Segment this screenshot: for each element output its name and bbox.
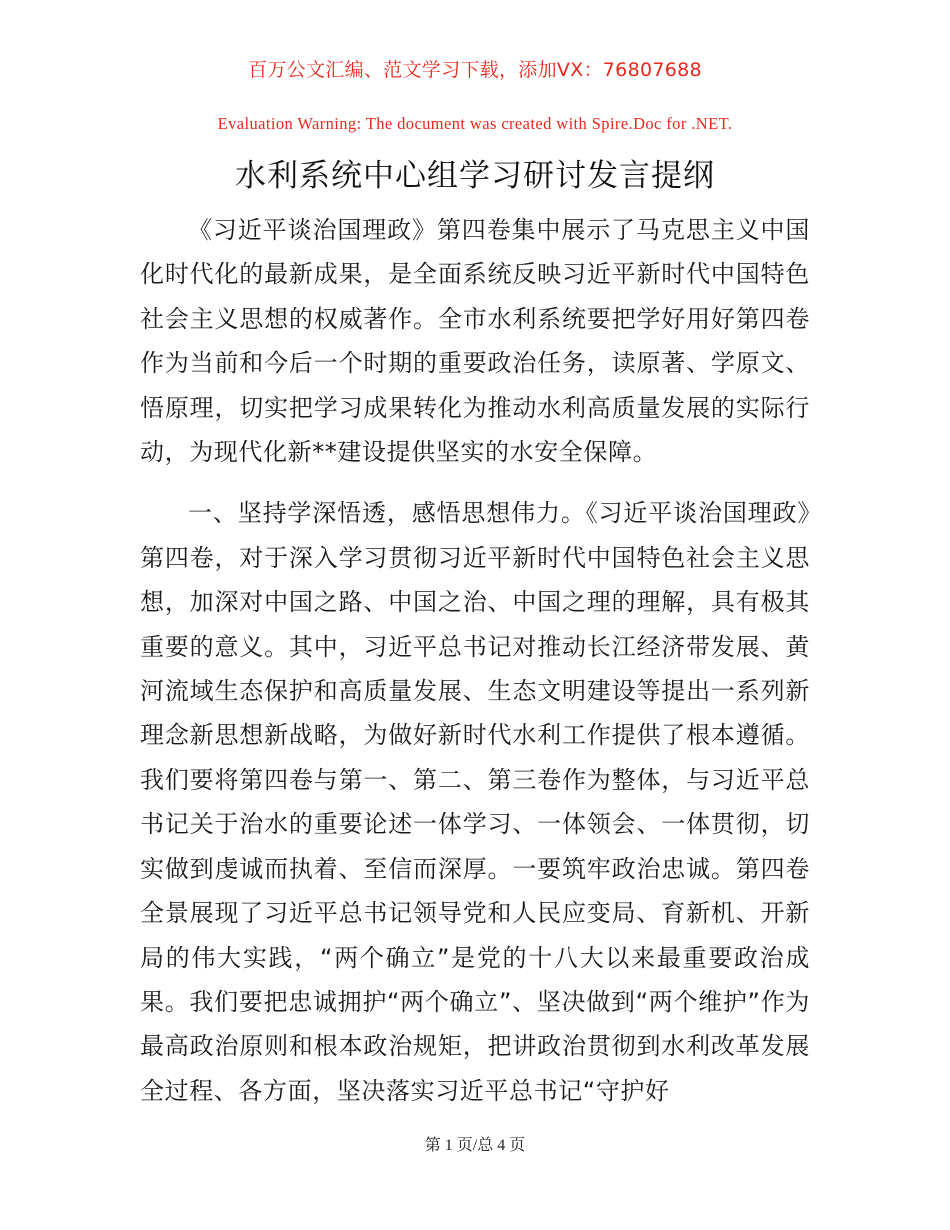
paragraph-intro: 《习近平谈治国理政》第四卷集中展示了马克思主义中国化时代化的最新成果，是全面系统反映习近平新时代中国特色社会主义思想的权威著作。全市水利系统要把学好用好第四卷作为当前和今后一个时期的重要政治任务，读原著、学原文、悟原理，切实把学习成果转化为推动水利高质量发展的实际行动，为现代化新**建设提供坚实的水安全保障。	[140, 216, 810, 467]
page-number-footer: 第 1 页/总 4 页	[424, 1137, 526, 1154]
document-title: 水利系统中心组学习研讨发言提纲	[235, 158, 715, 194]
header-ad-text: 百万公文汇编、范文学习下载，添加VX：76807688	[248, 59, 702, 81]
document-body	[140, 208, 810, 1113]
evaluation-warning: Evaluation Warning: The document was created with Spire.Doc for .NET.	[217, 114, 733, 133]
paragraph-section-one: 一、坚持学深悟透，感悟思想伟力。《习近平谈治国理政》第四卷，对于深入学习贯彻习近平新时代中国特色社会主义思想，加深对中国之路、中国之治、中国之理的理解，具有极其重要的意义。其中，习近平总书记对推动长江经济带发展、黄河流域生态保护和高质量发展、生态文明建设等提出一系列新理念新思想新战略，为做好新时代水利工作提供了根本遵循。我们要将第四卷与第一、第二、第三卷作为整体，与习近平总书记关于治水的重要论述一体学习、一体领会、一体贯彻，切实做到虔诚而执着、至信而深厚。一要筑牢政治忠诚。第四卷全景展现了习近平总书记领导党和人民应变局、育新机、开新局的伟大实践，“两个确立”是党的十八大以来最重要政治成果。我们要把忠诚拥护“两个确立”、坚决做到“两个维护”作为最高政治原则和根本政治规矩，把讲政治贯彻到水利改革发展全过程、各方面，坚决落实习近平总书记“守护好	[140, 499, 810, 1105]
